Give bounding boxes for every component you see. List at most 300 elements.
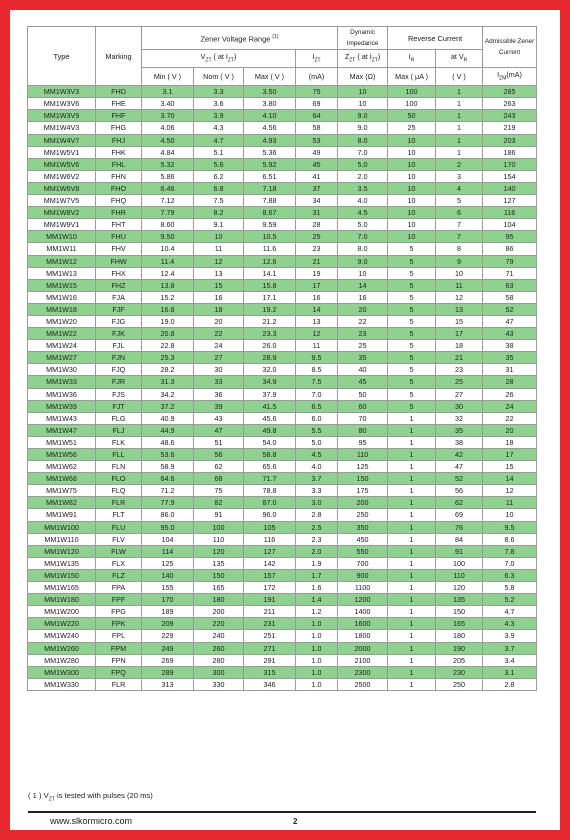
marking-cell: FLU	[96, 521, 142, 533]
marking-cell: FHF	[96, 110, 142, 122]
value-cell: 27	[436, 388, 483, 400]
value-cell: 30	[194, 364, 244, 376]
table-row	[28, 473, 537, 485]
value-cell: 5.92	[244, 158, 296, 170]
value-cell: 45	[338, 376, 388, 388]
value-cell: 100	[388, 98, 436, 110]
value-cell: 190	[436, 642, 483, 654]
marking-cell: FLL	[96, 449, 142, 461]
value-cell: 104	[483, 219, 537, 231]
value-cell: 37	[296, 182, 338, 194]
table-row	[28, 461, 537, 473]
value-cell: 27	[194, 352, 244, 364]
value-cell: 48.6	[142, 436, 194, 448]
value-cell: 58.8	[244, 449, 296, 461]
value-cell: 60	[338, 400, 388, 412]
value-cell: 3.9	[483, 630, 537, 642]
value-cell: 1	[388, 557, 436, 569]
value-cell: 900	[338, 569, 388, 581]
value-cell: 4.50	[142, 134, 194, 146]
value-cell: 32.0	[244, 364, 296, 376]
value-cell: 1	[388, 569, 436, 581]
value-cell: 39	[194, 400, 244, 412]
value-cell: 2000	[338, 642, 388, 654]
value-cell: 35	[483, 352, 537, 364]
table-row	[28, 303, 537, 315]
value-cell: 86	[483, 243, 537, 255]
vzt-close: )	[234, 51, 237, 61]
value-cell: 186	[483, 146, 537, 158]
type-cell: MM1W27	[28, 352, 96, 364]
value-cell: 211	[244, 606, 296, 618]
footnote-text: is tested with pulses (20 ms)	[56, 791, 153, 800]
marking-cell: FHR	[96, 207, 142, 219]
table-row	[28, 509, 537, 521]
value-cell: 1	[388, 594, 436, 606]
value-cell: 10	[388, 207, 436, 219]
value-cell: 3.1	[483, 666, 537, 678]
marking-cell: FHO	[96, 182, 142, 194]
value-cell: 2.8	[296, 509, 338, 521]
value-cell: 62	[194, 461, 244, 473]
value-cell: 5.6	[194, 158, 244, 170]
marking-cell: FJK	[96, 328, 142, 340]
table-row	[28, 449, 537, 461]
table-row	[28, 436, 537, 448]
marking-cell: FPL	[96, 630, 142, 642]
value-cell: 3.0	[296, 497, 338, 509]
value-cell: 7.5	[296, 376, 338, 388]
value-cell: 25.3	[142, 352, 194, 364]
value-cell: 65.6	[244, 461, 296, 473]
type-cell: MM1W220	[28, 618, 96, 630]
value-cell: 47	[194, 424, 244, 436]
value-cell: 1	[388, 424, 436, 436]
value-cell: 53	[296, 134, 338, 146]
value-cell: 35	[338, 352, 388, 364]
marking-cell: FJR	[96, 376, 142, 388]
value-cell: 5.2	[483, 594, 537, 606]
value-cell: 1	[388, 412, 436, 424]
table-row	[28, 364, 537, 376]
izm-unit: (mA)	[506, 69, 522, 79]
value-cell: 30	[436, 400, 483, 412]
table-row	[28, 376, 537, 388]
value-cell: 285	[483, 86, 537, 98]
marking-cell: FLZ	[96, 569, 142, 581]
table-row	[28, 291, 537, 303]
spec-table-body	[28, 86, 537, 691]
ir-header	[388, 50, 436, 68]
value-cell: 43	[483, 328, 537, 340]
value-cell: 100	[194, 521, 244, 533]
value-cell: 6.5	[296, 400, 338, 412]
value-cell: 91	[436, 545, 483, 557]
admissible-current-header: Admissible Zener Current	[483, 27, 537, 68]
value-cell: 75	[296, 86, 338, 98]
value-cell: 42	[436, 449, 483, 461]
type-cell: MM1W150	[28, 569, 96, 581]
value-cell: 24	[194, 340, 244, 352]
value-cell: 3.7	[296, 473, 338, 485]
table-row	[28, 352, 537, 364]
value-cell: 1100	[338, 582, 388, 594]
value-cell: 6	[436, 207, 483, 219]
marking-cell: FHD	[96, 86, 142, 98]
marking-cell: FJF	[96, 303, 142, 315]
vzt-header	[142, 50, 296, 68]
value-cell: 56	[436, 485, 483, 497]
izm-subscript: ZM	[499, 75, 507, 82]
value-cell: 1	[388, 618, 436, 630]
value-cell: 170	[142, 594, 194, 606]
value-cell: 82	[194, 497, 244, 509]
table-row	[28, 255, 537, 267]
type-cell: MM1W16	[28, 291, 96, 303]
value-cell: 41	[296, 170, 338, 182]
value-cell: 68	[194, 473, 244, 485]
marking-cell: FJN	[96, 352, 142, 364]
value-cell: 2100	[338, 654, 388, 666]
website-link[interactable]: www.slkormicro.com	[50, 816, 133, 826]
value-cell: 9.50	[142, 231, 194, 243]
value-cell: 23	[338, 328, 388, 340]
value-cell: 11.6	[244, 243, 296, 255]
value-cell: 150	[194, 569, 244, 581]
type-cell: MM1W260	[28, 642, 96, 654]
value-cell: 1	[388, 654, 436, 666]
value-cell: 7.79	[142, 207, 194, 219]
value-cell: 96.0	[244, 509, 296, 521]
marking-cell: FLK	[96, 436, 142, 448]
value-cell: 69	[296, 98, 338, 110]
table-row	[28, 279, 537, 291]
value-cell: 79	[483, 255, 537, 267]
izm-symbol: I	[497, 69, 500, 79]
value-cell: 4.0	[296, 461, 338, 473]
type-cell: MM1W300	[28, 666, 96, 678]
type-cell: MM1W56	[28, 449, 96, 461]
value-cell: 12	[194, 255, 244, 267]
value-cell: 1.0	[296, 630, 338, 642]
value-cell: 14	[296, 303, 338, 315]
value-cell: 32	[436, 412, 483, 424]
value-cell: 21.2	[244, 315, 296, 327]
value-cell: 3.5	[338, 182, 388, 194]
value-cell: 127	[483, 195, 537, 207]
marking-cell: FHZ	[96, 279, 142, 291]
value-cell: 142	[244, 557, 296, 569]
value-cell: 5	[388, 328, 436, 340]
value-cell: 3.3	[194, 86, 244, 98]
value-cell: 10	[388, 170, 436, 182]
value-cell: 10	[483, 509, 537, 521]
value-cell: 87.0	[244, 497, 296, 509]
value-cell: 31.3	[142, 376, 194, 388]
table-row	[28, 122, 537, 134]
value-cell: 3.7	[483, 642, 537, 654]
value-cell: 75	[194, 485, 244, 497]
value-cell: 70	[338, 412, 388, 424]
type-cell: MM1W100	[28, 521, 96, 533]
value-cell: 69	[436, 509, 483, 521]
value-cell: 2	[436, 158, 483, 170]
value-cell: 250	[338, 509, 388, 521]
type-cell: MM1W8V2	[28, 207, 96, 219]
value-cell: 49.8	[244, 424, 296, 436]
value-cell: 12	[436, 291, 483, 303]
value-cell: 20	[338, 303, 388, 315]
value-cell: 10	[388, 231, 436, 243]
value-cell: 53.6	[142, 449, 194, 461]
value-cell: 15.2	[142, 291, 194, 303]
value-cell: 2.0	[296, 545, 338, 557]
footer-divider	[28, 811, 536, 813]
marking-cell: FPK	[96, 618, 142, 630]
value-cell: 15	[483, 461, 537, 473]
value-cell: 62	[436, 497, 483, 509]
value-cell: 11	[194, 243, 244, 255]
value-cell: 17	[296, 279, 338, 291]
marking-cell: FHX	[96, 267, 142, 279]
value-cell: 1	[388, 473, 436, 485]
type-cell: MM1W68	[28, 473, 96, 485]
value-cell: 16.8	[142, 303, 194, 315]
footnote	[28, 791, 153, 803]
marking-cell: FHV	[96, 243, 142, 255]
value-cell: 12	[483, 485, 537, 497]
value-cell: 2.0	[338, 170, 388, 182]
value-cell: 38	[483, 340, 537, 352]
value-cell: 315	[244, 666, 296, 678]
value-cell: 1.7	[296, 569, 338, 581]
value-cell: 6.51	[244, 170, 296, 182]
value-cell: 231	[244, 618, 296, 630]
value-cell: 5	[388, 340, 436, 352]
datasheet-page	[10, 10, 560, 830]
marking-cell: FHE	[96, 98, 142, 110]
zener-spec-table	[27, 26, 537, 691]
marking-cell: FHN	[96, 170, 142, 182]
marking-cell: FHG	[96, 122, 142, 134]
value-cell: 4.5	[296, 449, 338, 461]
value-cell: 6.8	[194, 182, 244, 194]
value-cell: 22	[483, 412, 537, 424]
value-cell: 243	[483, 110, 537, 122]
marking-cell: FJL	[96, 340, 142, 352]
value-cell: 110	[194, 533, 244, 545]
value-cell: 45.6	[244, 412, 296, 424]
value-cell: 219	[483, 122, 537, 134]
value-cell: 35	[436, 424, 483, 436]
table-row	[28, 569, 537, 581]
value-cell: 71	[483, 267, 537, 279]
value-cell: 40.9	[142, 412, 194, 424]
table-row	[28, 521, 537, 533]
marking-cell: FHJ	[96, 134, 142, 146]
marking-cell: FLX	[96, 557, 142, 569]
type-cell: MM1W13	[28, 267, 96, 279]
table-row	[28, 388, 537, 400]
zzt-at-label: ( at I	[357, 51, 372, 61]
value-cell: 249	[142, 642, 194, 654]
marking-cell: FHT	[96, 219, 142, 231]
value-cell: 135	[436, 594, 483, 606]
value-cell: 7	[436, 231, 483, 243]
value-cell: 14	[338, 279, 388, 291]
value-cell: 33	[194, 376, 244, 388]
value-cell: 100	[388, 86, 436, 98]
value-cell: 1	[436, 110, 483, 122]
type-cell: MM1W22	[28, 328, 96, 340]
value-cell: 4.93	[244, 134, 296, 146]
value-cell: 20.8	[142, 328, 194, 340]
value-cell: 52	[483, 303, 537, 315]
value-cell: 47	[436, 461, 483, 473]
value-cell: 1	[388, 521, 436, 533]
value-cell: 5.0	[296, 436, 338, 448]
value-cell: 1.0	[296, 642, 338, 654]
value-cell: 205	[436, 654, 483, 666]
value-cell: 86.0	[142, 509, 194, 521]
value-cell: 1.0	[296, 618, 338, 630]
value-cell: 1	[436, 98, 483, 110]
value-cell: 1	[388, 630, 436, 642]
value-cell: 269	[142, 654, 194, 666]
value-cell: 250	[436, 678, 483, 690]
value-cell: 220	[194, 618, 244, 630]
ir-subscript: R	[410, 57, 415, 64]
value-cell: 43	[194, 412, 244, 424]
value-cell: 330	[194, 678, 244, 690]
value-cell: 240	[194, 630, 244, 642]
value-cell: 47	[483, 315, 537, 327]
value-cell: 2.3	[296, 533, 338, 545]
value-cell: 125	[338, 461, 388, 473]
value-cell: 18	[483, 436, 537, 448]
value-cell: 84	[436, 533, 483, 545]
value-cell: 127	[244, 545, 296, 557]
value-cell: 3.6	[194, 98, 244, 110]
value-cell: 52	[436, 473, 483, 485]
table-row	[28, 328, 537, 340]
value-cell: 7	[436, 219, 483, 231]
value-cell: 2500	[338, 678, 388, 690]
value-cell: 200	[338, 497, 388, 509]
value-cell: 1.0	[296, 654, 338, 666]
type-cell: MM1W6V2	[28, 170, 96, 182]
value-cell: 5.32	[142, 158, 194, 170]
type-cell: MM1W4V3	[28, 122, 96, 134]
value-cell: 2300	[338, 666, 388, 678]
ir-unit-header: Max ( μA )	[388, 68, 436, 86]
value-cell: 16	[194, 291, 244, 303]
value-cell: 20	[194, 315, 244, 327]
value-cell: 3.70	[142, 110, 194, 122]
value-cell: 23	[436, 364, 483, 376]
footnote-subscript: ZT	[48, 796, 55, 803]
value-cell: 19	[296, 267, 338, 279]
value-cell: 7.0	[483, 557, 537, 569]
value-cell: 4.06	[142, 122, 194, 134]
izm-header	[483, 68, 537, 86]
ir-symbol: I	[408, 51, 411, 61]
value-cell: 120	[436, 582, 483, 594]
value-cell: 50	[338, 388, 388, 400]
value-cell: 5	[388, 388, 436, 400]
value-cell: 1	[436, 86, 483, 98]
value-cell: 251	[244, 630, 296, 642]
value-cell: 5	[388, 255, 436, 267]
marking-cell: FJG	[96, 315, 142, 327]
table-row	[28, 485, 537, 497]
value-cell: 200	[194, 606, 244, 618]
value-cell: 5.0	[338, 158, 388, 170]
value-cell: 3.9	[194, 110, 244, 122]
value-cell: 3	[436, 170, 483, 182]
value-cell: 140	[483, 182, 537, 194]
value-cell: 450	[338, 533, 388, 545]
value-cell: 12	[296, 328, 338, 340]
marking-cell: FLQ	[96, 485, 142, 497]
value-cell: 25	[296, 231, 338, 243]
value-cell: 1.9	[296, 557, 338, 569]
value-cell: 140	[142, 569, 194, 581]
at-vr-header	[436, 50, 483, 68]
value-cell: 13	[194, 267, 244, 279]
value-cell: 58.9	[142, 461, 194, 473]
zzt-subscript: ZT	[349, 57, 356, 64]
value-cell: 16	[296, 291, 338, 303]
value-cell: 95	[338, 436, 388, 448]
value-cell: 64.6	[142, 473, 194, 485]
value-cell: 37.2	[142, 400, 194, 412]
value-cell: 4.10	[244, 110, 296, 122]
value-cell: 8.0	[338, 134, 388, 146]
value-cell: 4.56	[244, 122, 296, 134]
type-cell: MM1W4V7	[28, 134, 96, 146]
value-cell: 10.5	[244, 231, 296, 243]
type-cell: MM1W18	[28, 303, 96, 315]
marking-cell: FPF	[96, 594, 142, 606]
table-row	[28, 424, 537, 436]
value-cell: 40	[338, 364, 388, 376]
marking-cell: FPQ	[96, 666, 142, 678]
vzt-subscript: ZT	[205, 57, 212, 64]
value-cell: 71.2	[142, 485, 194, 497]
table-row	[28, 195, 537, 207]
table-row	[28, 315, 537, 327]
value-cell: 6.2	[194, 170, 244, 182]
value-cell: 263	[483, 98, 537, 110]
value-cell: 1	[436, 122, 483, 134]
value-cell: 700	[338, 557, 388, 569]
value-cell: 31	[483, 364, 537, 376]
table-row	[28, 582, 537, 594]
value-cell: 209	[142, 618, 194, 630]
zener-voltage-note: (1)	[272, 33, 279, 40]
value-cell: 1	[388, 461, 436, 473]
value-cell: 313	[142, 678, 194, 690]
value-cell: 58	[483, 291, 537, 303]
value-cell: 300	[194, 666, 244, 678]
type-cell: MM1W165	[28, 582, 96, 594]
type-cell: MM1W11	[28, 243, 96, 255]
value-cell: 1	[388, 606, 436, 618]
table-row	[28, 654, 537, 666]
value-cell: 17.1	[244, 291, 296, 303]
value-cell: 7.8	[483, 545, 537, 557]
